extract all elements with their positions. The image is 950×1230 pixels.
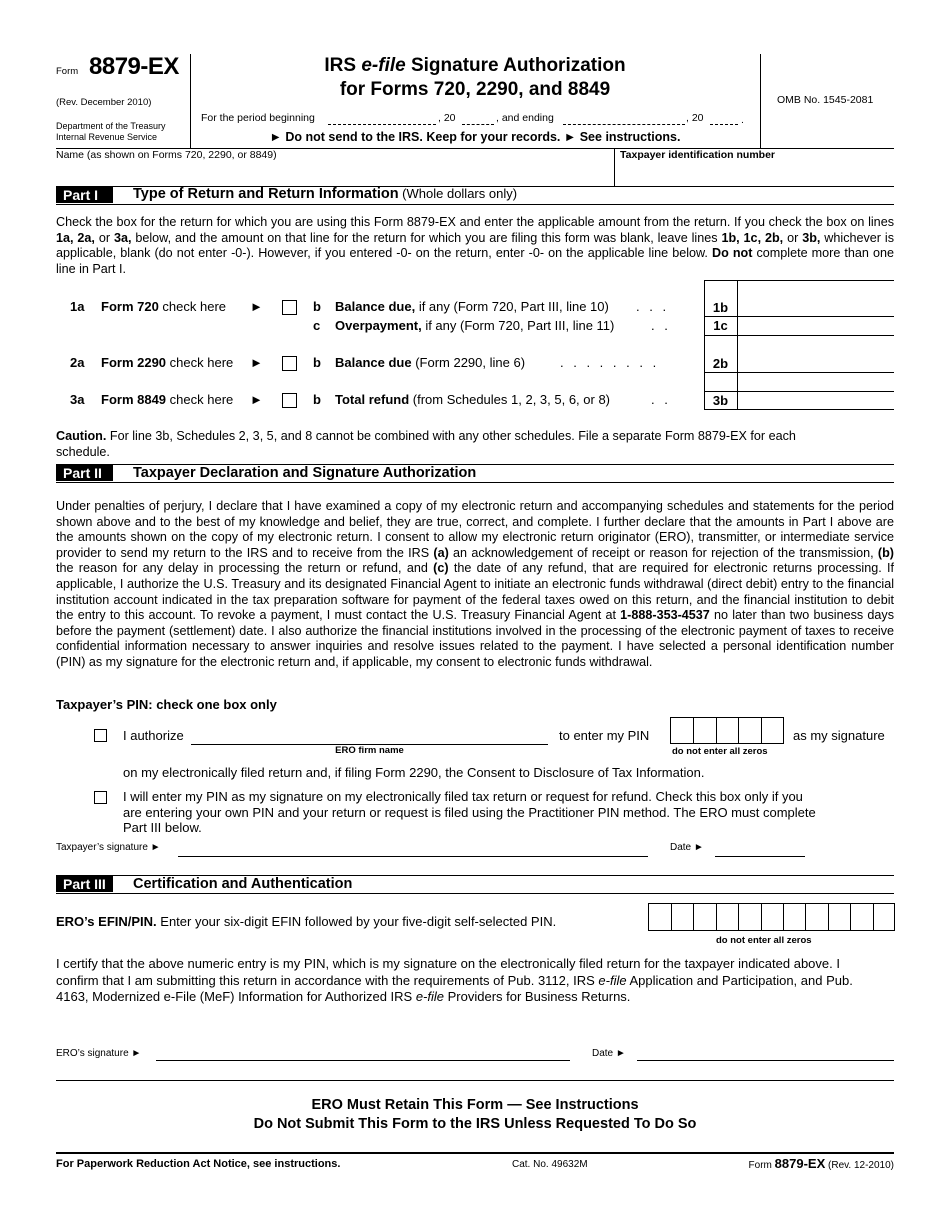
ero-date-label: Date ► bbox=[592, 1048, 626, 1059]
form-title: IRS e-file Signature Authorization for Forms 720, 2290, and 8849 bbox=[324, 55, 626, 100]
period-beginning-field[interactable] bbox=[328, 124, 436, 125]
do-not-send-notice: ► Do not send to the IRS. Keep for your records. ► See instructions. bbox=[269, 130, 681, 144]
pin-zeros-note: do not enter all zeros bbox=[672, 746, 768, 757]
efin-zeros-note: do not enter all zeros bbox=[716, 935, 812, 946]
part1-instructions: Check the box for the return for which you are using this Form 8879-EX and enter the applicable amount from the return. If you check the box on lines 1a, 2a, or 3a, below, and the amount on that line for the return for which you are filing this form was blank, leave lines 1b, 1c, 2b, or 3b, whichever is applicable, blank (do not enter -0-). However, if you entered -0- on the return, enter -0- on the applicable line below. Do not complete more than one line in Part I. bbox=[56, 215, 894, 276]
tin-label: Taxpayer identification number bbox=[620, 149, 776, 161]
part3-label: Part III bbox=[56, 876, 113, 892]
ero-date-field[interactable] bbox=[637, 1060, 894, 1061]
form-8849-checkbox[interactable] bbox=[282, 393, 297, 408]
retain-notice: ERO Must Retain This Form — See Instructions bbox=[311, 1097, 639, 1113]
taxpayer-signature-label: Taxpayer’s signature ► bbox=[56, 842, 161, 853]
box-label-1b: 1b bbox=[712, 300, 729, 315]
taxpayer-pin-boxes[interactable] bbox=[670, 717, 784, 744]
department-line: Department of the Treasury bbox=[56, 121, 166, 131]
catalog-number: Cat. No. 49632M bbox=[512, 1159, 588, 1170]
perjury-declaration: Under penalties of perjury, I declare that I have examined a copy of my electronic return and accompanying schedules and statements for the period shown above and to the best of my knowledge and belief, they are true, correct, and complete. I further declare that the amounts in Part I above are the amounts shown on the copy of my electronic return. I consent to allow my electronic return originator (ERO), transmitter, or intermediate service provider to send my return to the IRS and to receive from the IRS (a) an acknowledgement of receipt or reason for rejection of the transmission, (b) the reason for any delay in processing the return or refund, and (c) the date of any refund, that are required for electronic returns processing. If applicable, I authorize the U.S. Treasury and its designated Financial Agent to initiate an electronic funds withdrawal (direct debit) entry to the financial institution account indicated in the tax preparation software for payment of the federal taxes owed on this return, and the financial institution to debit the entry to this account. To revoke a payment, I must contact the U.S. Treasury Financial Agent at 1-888-353-4537 no later than two business days before the payment (settlement) date. I also authorize the financial institutions involved in the processing of the electronic payment of taxes to receive confidential information necessary to answer inquiries and resolve issues related to the payment. I have selected a personal identification number (PIN) as my signature for the electronic return and, if applicable, my consent to electronic funds withdrawal. bbox=[56, 499, 894, 669]
to-enter-pin-label: to enter my PIN bbox=[559, 728, 650, 743]
period-ending-field[interactable] bbox=[563, 124, 685, 125]
balance-due-2290-field[interactable] bbox=[738, 336, 894, 372]
ero-firm-name-caption: ERO firm name bbox=[335, 745, 404, 756]
part1-title: Type of Return and Return Information (Whole dollars only) bbox=[133, 186, 518, 202]
as-signature-label: as my signature bbox=[793, 728, 885, 743]
footer-form-id: Form 8879-EX (Rev. 12-2010) bbox=[748, 1156, 894, 1171]
taxpayer-signature-field[interactable] bbox=[178, 856, 648, 857]
form-720-checkbox[interactable] bbox=[282, 300, 297, 315]
efin-pin-label: ERO’s EFIN/PIN. Enter your six-digit EFIN followed by your five-digit self-selected PIN. bbox=[56, 914, 557, 929]
caution-note: Caution. For line 3b, Schedules 2, 3, 5, and 8 cannot be combined with any other schedules. File a separate Form 8879-EX for each schedule. bbox=[56, 429, 796, 459]
form-number: 8879-EX bbox=[89, 53, 179, 80]
form-2290-checkbox[interactable] bbox=[282, 356, 297, 371]
overpayment-720-field[interactable] bbox=[738, 317, 894, 335]
paperwork-notice: For Paperwork Reduction Act Notice, see instructions. bbox=[56, 1158, 341, 1170]
consent-text: on my electronically filed return and, if filing Form 2290, the Consent to Disclosure of Tax Information. bbox=[123, 765, 705, 780]
arrow-icon: ► bbox=[250, 299, 263, 314]
do-not-submit-notice: Do Not Submit This Form to the IRS Unless Requested To Do So bbox=[253, 1116, 697, 1132]
part3-title: Certification and Authentication bbox=[133, 876, 353, 892]
part1-label: Part I bbox=[56, 187, 113, 203]
revision-date: (Rev. December 2010) bbox=[56, 97, 152, 108]
arrow-icon: ► bbox=[250, 392, 263, 407]
authorize-label: I authorize bbox=[123, 728, 184, 743]
form-word: Form bbox=[56, 66, 79, 77]
box-label-1c: 1c bbox=[713, 318, 728, 333]
ero-signature-field[interactable] bbox=[156, 1060, 570, 1061]
ero-certification-text: I certify that the above numeric entry is my PIN, which is my signature on the electronically filed return for the taxpayer indicated above. I confirm that I am submitting this return in accordance with the requirements of Pub. 3112, IRS e-file Application and Participation, and Pub. 4163, Modernized e-File (MeF) Information for Authorized IRS e-file Providers for Business Returns. bbox=[56, 956, 853, 1005]
arrow-icon: ► bbox=[250, 355, 263, 370]
part2-label: Part II bbox=[56, 465, 113, 481]
taxpayer-pin-heading: Taxpayer’s PIN: check one box only bbox=[56, 697, 277, 712]
irs-line: Internal Revenue Service bbox=[56, 132, 158, 142]
and-ending-label: , and ending bbox=[496, 112, 554, 124]
period-beginning-year-field[interactable] bbox=[462, 124, 494, 125]
part2-title: Taxpayer Declaration and Signature Authorization bbox=[133, 465, 477, 481]
period-beginning-label: For the period beginning bbox=[201, 112, 315, 124]
box-label-2b: 2b bbox=[712, 356, 729, 371]
taxpayer-date-label: Date ► bbox=[670, 842, 704, 853]
taxpayer-date-field[interactable] bbox=[715, 856, 805, 857]
self-pin-text: I will enter my PIN as my signature on my electronically filed tax return or request for refund. Check this box only if you are entering your own PIN and your return or request is filed using the Practitioner PIN method. The ERO must complete Part III below. bbox=[123, 789, 816, 836]
balance-due-720-field[interactable] bbox=[738, 281, 894, 316]
box-label-3b: 3b bbox=[712, 393, 729, 408]
name-field[interactable] bbox=[56, 162, 613, 186]
period-ending-year-field[interactable] bbox=[710, 124, 738, 125]
ero-signature-label: ERO’s signature ► bbox=[56, 1048, 142, 1059]
tin-field[interactable] bbox=[620, 162, 892, 186]
authorize-ero-checkbox[interactable] bbox=[94, 729, 107, 742]
total-refund-8849-field[interactable] bbox=[738, 373, 894, 409]
omb-number: OMB No. 1545-2081 bbox=[777, 94, 874, 106]
self-pin-checkbox[interactable] bbox=[94, 791, 107, 804]
name-label: Name (as shown on Forms 720, 2290, or 8849) bbox=[56, 149, 277, 161]
ero-efin-pin-boxes[interactable] bbox=[648, 903, 895, 931]
